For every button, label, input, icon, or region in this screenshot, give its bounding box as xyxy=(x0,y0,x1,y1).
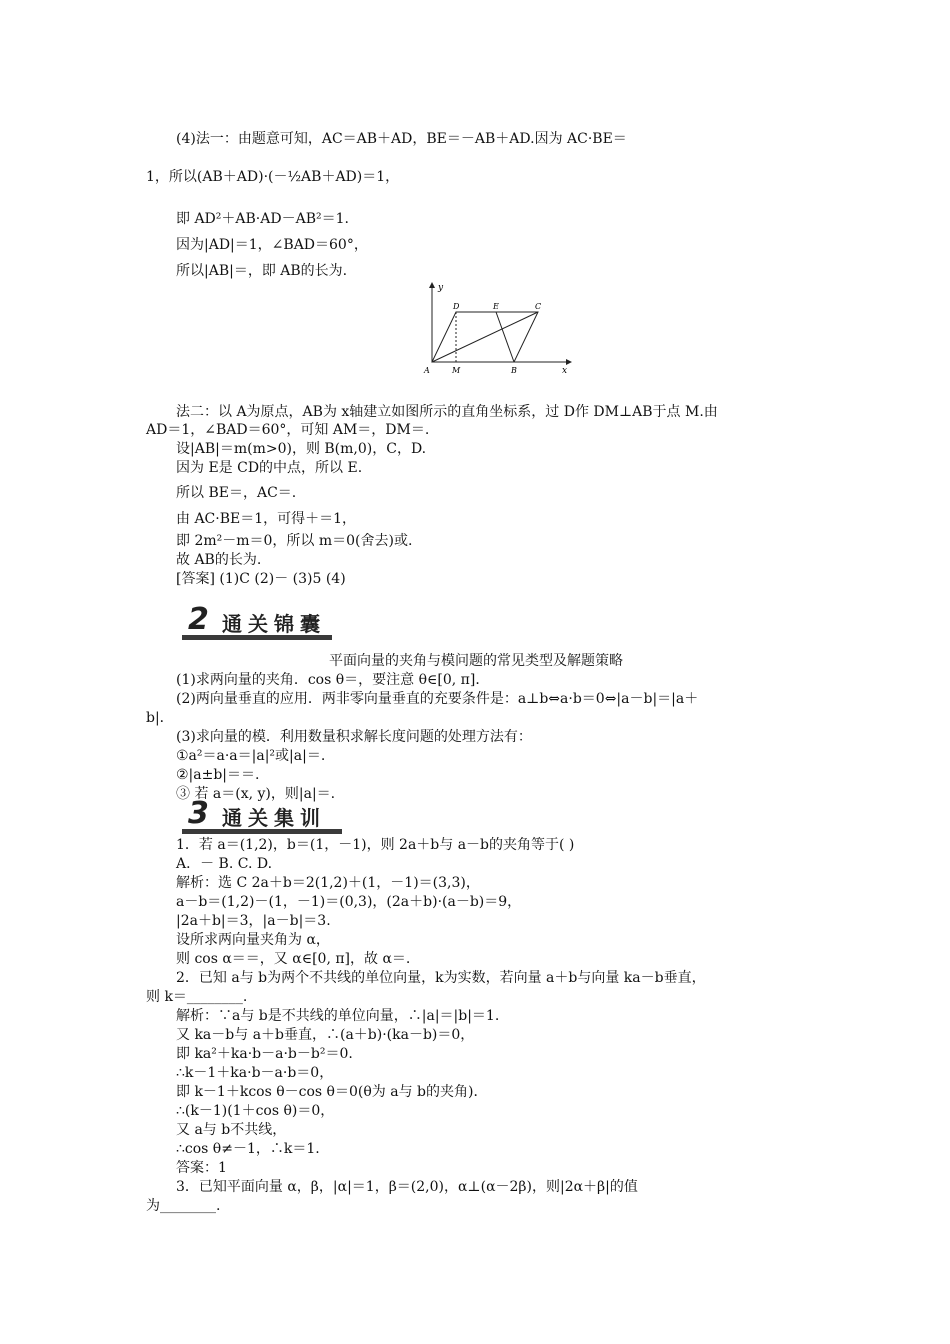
a2-line8: ∴cos θ≠－1，∴k＝1. xyxy=(176,1141,320,1157)
tips-heading: 平面向量的夹角与模问题的常见类型及解题策略 xyxy=(329,653,623,669)
y-axis-arrow xyxy=(429,282,435,288)
point-a: A xyxy=(424,366,430,375)
a2-line7: 又 a与 b不共线， xyxy=(176,1122,287,1138)
q3-line2: 为________. xyxy=(146,1198,221,1214)
a2-answer: 答案：1 xyxy=(176,1160,227,1176)
section-3-header xyxy=(176,796,346,834)
tips-line1: (1)求两向量的夹角．cos θ＝，要注意 θ∈[0, π]． xyxy=(176,672,490,688)
point-e: E xyxy=(493,302,499,311)
method1-line4: 因为|AD|＝1，∠BAD＝60°， xyxy=(176,237,368,253)
point-m: M xyxy=(452,366,461,375)
a2-line5: 即 k－1＋kcos θ－cos θ＝0(θ为 a与 b的夹角)． xyxy=(176,1084,488,1100)
method2-line3: 设|AB|＝m(m>0)，则 B(m,0)，C，D. xyxy=(176,441,427,457)
x-axis-arrow xyxy=(566,359,572,365)
method1-line5: 所以|AB|＝，即 AB的长为. xyxy=(176,263,348,279)
y-label: y xyxy=(438,283,444,293)
a1-line2: a－b＝(1,2)－(1，－1)＝(0,3)，(2a＋b)·(a－b)＝9， xyxy=(176,894,522,910)
point-c: C xyxy=(535,302,542,311)
section-3-number: 3 xyxy=(188,796,209,831)
a2-line1: 解析：∵a与 b是不共线的单位向量，∴|a|＝|b|＝1. xyxy=(176,1008,500,1024)
point-d: D xyxy=(453,302,460,311)
q1-options: A．－ B. C. D. xyxy=(176,856,273,872)
coordinate-figure xyxy=(416,282,576,378)
a2-line2: 又 ka－b与 a＋b垂直，∴(a＋b)·(ka－b)＝0， xyxy=(176,1027,475,1043)
tips-line4: (3)求向量的模．利用数量积求解长度问题的处理方法有： xyxy=(176,729,532,745)
a2-line6: ∴(k－1)(1＋cos θ)＝0， xyxy=(176,1103,335,1119)
diagonal-ac xyxy=(432,312,538,362)
tips-line5: ①a²＝a·a＝|a|²或|a|＝. xyxy=(176,748,326,764)
method1-line3: 即 AD²＋AB·AD－AB²＝1. xyxy=(176,211,349,227)
section-2-number: 2 xyxy=(188,602,209,637)
q2-line1: 2．已知 a与 b为两个不共线的单位向量，k为实数，若向量 a＋b与向量 ka－b垂直， xyxy=(176,970,706,986)
tips-line6: ②|a±b|＝＝. xyxy=(176,767,260,783)
x-label: x xyxy=(562,366,568,376)
section-2-header xyxy=(176,602,336,640)
answer-line: [答案] (1)C (2)－ (3)5 (4) xyxy=(176,571,346,587)
a1-line3: |2a＋b|＝3，|a－b|＝3. xyxy=(176,913,331,929)
method2-line5: 所以 BE＝，AC＝. xyxy=(176,485,297,501)
method2-line8: 故 AB的长为. xyxy=(176,552,262,568)
section-2-title: 通关锦囊 xyxy=(222,612,326,636)
method2-line1: 法二：以 A为原点，AB为 x轴建立如图所示的直角坐标系，过 D作 DM⊥AB于点 M.由 xyxy=(176,404,718,420)
q2-line2: 则 k＝________. xyxy=(146,989,248,1005)
section-3-title: 通关集训 xyxy=(222,806,326,830)
a1-line4: 设所求两向量夹角为 α， xyxy=(176,932,330,948)
method1-line2: 1，所以(AB＋AD)·(－½AB＋AD)＝1， xyxy=(146,169,400,185)
a1-line5: 则 cos α＝＝，又 α∈[0, π]，故 α＝. xyxy=(176,951,411,967)
method2-line4: 因为 E是 CD的中点，所以 E. xyxy=(176,460,363,476)
q3-line1: 3．已知平面向量 α，β，|α|＝1，β＝(2,0)，α⊥(α－2β)，则|2α＋β|的值 xyxy=(176,1179,638,1195)
method2-line7: 即 2m²－m＝0，所以 m＝0(舍去)或. xyxy=(176,533,413,549)
q1-text: 1．若 a＝(1,2)，b＝(1，－1)，则 2a＋b与 a－b的夹角等于( ) xyxy=(176,837,575,853)
a2-line4: ∴k－1＋ka·b－a·b＝0， xyxy=(176,1065,334,1081)
tips-line7: ③ 若 a＝(x, y)，则|a|＝. xyxy=(176,786,336,802)
method2-line6: 由 AC·BE＝1，可得＋＝1， xyxy=(176,511,357,527)
tips-line3: b|． xyxy=(146,710,174,726)
a1-line1: 解析：选 C 2a＋b＝2(1,2)＋(1，－1)＝(3,3)， xyxy=(176,875,480,891)
tips-line2: (2)两向量垂直的应用．两非零向量垂直的充要条件是：a⊥b⇔a·b＝0⇔|a－b|＝|a＋ xyxy=(176,691,699,707)
method1-line1: (4)法一：由题意可知，AC＝AB＋AD，BE＝－AB＋AD.因为 AC·BE＝ xyxy=(176,131,627,147)
a2-line3: 即 ka²＋ka·b－a·b－b²＝0. xyxy=(176,1046,353,1062)
point-b: B xyxy=(511,366,517,375)
method2-line2: AD＝1，∠BAD＝60°，可知 AM＝，DM＝. xyxy=(146,422,430,438)
segment-be xyxy=(496,312,514,362)
